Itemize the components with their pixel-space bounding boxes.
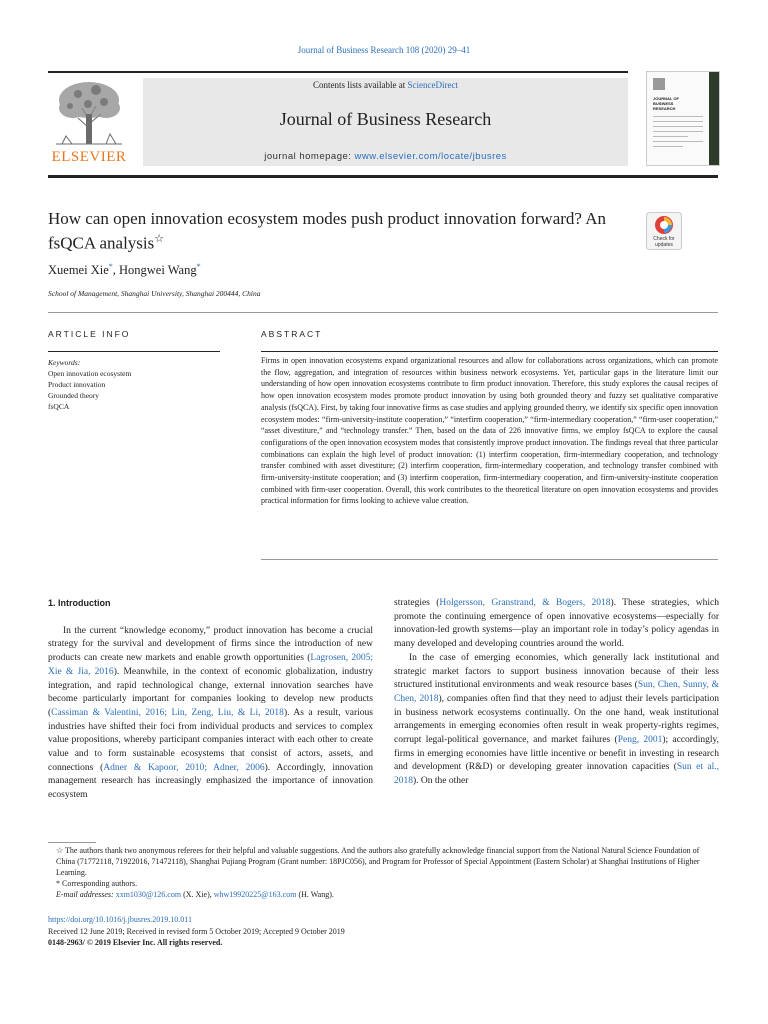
title-footnote-mark[interactable]: ☆ — [154, 233, 165, 245]
email-link[interactable]: xxm1030@126.com — [115, 890, 182, 899]
corresponding-author-mark[interactable]: * — [108, 262, 113, 271]
body-text: In the current “knowledge economy,” product innovation has become a crucial strategy for the survival and development of firms since the introduction of new products can create new markets and enable growth opportunities ( — [48, 625, 373, 664]
cover-logo-icon — [653, 78, 665, 90]
author-list — [48, 262, 201, 278]
keyword-item: Grounded theory — [48, 391, 100, 400]
citation-link[interactable]: Lagrosen, 2005; Xie & Jia, 2016 — [48, 653, 373, 677]
homepage-prefix: journal homepage: — [264, 151, 355, 162]
article-title — [48, 208, 628, 254]
body-text: strategies ( — [394, 598, 440, 608]
email-footnote — [48, 889, 718, 900]
body-text: ); accordingly, firms in emerging economies have little incentive or benefit in investing in research and development (R&D) or developing greater innovation capacities ( — [394, 735, 719, 773]
citation-link[interactable]: Adner & Kapoor, 2010; Adner, 2006 — [103, 762, 265, 773]
body-paragraph — [48, 625, 373, 803]
citation-link[interactable]: Sun et al., 2018 — [394, 762, 719, 787]
footnote-rule — [48, 842, 96, 843]
abstract-heading: ABSTRACT — [261, 329, 323, 339]
check-for-updates-label: Check for updates — [653, 236, 675, 248]
keywords-block — [48, 357, 220, 412]
body-paragraph — [394, 652, 719, 789]
funding-footnote: ☆ The authors thank two anonymous referees for their helpful and valuable suggestions. And the authors also gratefully acknowledge financial support from the National Natural Science Foundation of China (71772118, 71922016, 71472118), Shanghai Pujiang Program (Grant number: 18PJC056), and Program for Professor of Special Appointment (Eastern Scholar) at Shanghai Institutions of Higher Learning. — [56, 846, 700, 877]
body-text: ). Meanwhile, in the context of economic globalization, industry integration, and rapid technological change, external innovation searches have become particularly important for companies looking to develop new products ( — [48, 666, 373, 718]
body-paragraph — [394, 597, 719, 652]
body-text: ). These strategies, which promote the continuing emergence of open innovative ecosystems—especially for innovation-led growth systems—play an important role in today’s policy agendas in many developed and developing countries around the world. — [394, 598, 719, 650]
abstract-bottom-rule — [261, 559, 718, 560]
body-text: ). As a result, various industries have shifted their foci from individual products and services to complex value propositions, whereby participant companies interact with each other to create value and to form sustainable ecosystems that consist of actors, assets, and connections ( — [48, 707, 373, 773]
elsevier-wordmark: ELSEVIER — [51, 149, 127, 165]
journal-homepage-link[interactable]: www.elsevier.com/locate/jbusres — [354, 151, 507, 162]
cover-title: JOURNAL OF BUSINESS RESEARCH — [653, 96, 679, 111]
doi-block — [48, 914, 718, 949]
citation-link[interactable]: Sun, Chen, Sunny, & Chen, 2018 — [394, 680, 719, 704]
received-dates: Received 12 June 2019; Received in revised form 5 October 2019; Accepted 9 October 2019 — [48, 926, 345, 936]
author-name: Hongwei Wang — [119, 263, 197, 278]
elsevier-logo[interactable] — [48, 78, 130, 166]
email-link[interactable]: whw19920225@163.com — [213, 890, 297, 899]
journal-citation[interactable]: Journal of Business Research 108 (2020) 29–41 — [297, 45, 471, 55]
author-separator: , — [112, 263, 119, 278]
keyword-item: Product innovation — [48, 380, 106, 389]
elsevier-tree-icon — [48, 78, 130, 148]
body-text: In the case of emerging economies, which generally lack institutional and strategic market factors to support business innovation because of their less structured institutional environments and weak resource bases ( — [394, 652, 719, 691]
email-owner: (X. Xie), — [181, 890, 214, 899]
contents-prefix: Contents lists available at — [313, 80, 408, 90]
keywords-label: Keywords: — [48, 358, 81, 367]
cover-text-lines — [653, 116, 703, 151]
article-title-text: How can open innovation ecosystem modes push product innovation forward? An fsQCA analysis — [48, 209, 607, 253]
abstract-text: Firms in open innovation ecosystems expand organizational resources and allow for collaborations across organizations, which can promote the flow, aggregation, and integration of resources within business network ecosystems. Yet, particular gaps in the literature limit our understanding of how open innovation ecosystems contribute to firm product innovation. Therefore, this study explores the causal recipes of how open innovation ecosystem modes promote product innovation by using both grounded theory and fuzzy set qualitative comparative analysis (fsQCA). First, by taking four innovative firms as case studies and applying grounded theory, we identify six specific open innovation ecosystem modes: “firm-university-institute cooperation,” “interfirm cooperation,” “firm-intermediary cooperation,” “firm-user cooperation,” “asset divestiture,” and “technology transfer.” Then, based on the data of 226 innovative firms, we employ fsQCA to explore the causal configurations of the open innovation ecosystem modes that consistently improve product innovation. The findings reveal that three particular combinations can explain the high level of product innovation: (1) interfirm cooperation, firm-intermediary cooperation, and technology transfer combined with asset divestiture; (2) interfirm cooperation, firm-intermediary cooperation, and technology transfer combined with firm-university-institute cooperation; and (3) interfirm cooperation, firm-intermediary cooperation, and firm-university-institute cooperation combined with firm-user cooperation. Overall, this work contributes to the theoretical literature on open innovation ecosystems and provides practical information for firms looking to achieve value creation. — [261, 356, 718, 506]
check-for-updates-button[interactable] — [646, 212, 682, 250]
article-info-heading: ARTICLE INFO — [48, 329, 131, 339]
body-text: ). On the other — [413, 776, 469, 787]
sciencedirect-link[interactable]: ScienceDirect — [407, 80, 458, 90]
corresponding-footnote: * Corresponding authors. — [56, 879, 138, 888]
cover-spine — [709, 72, 719, 165]
body-right-column — [394, 597, 719, 789]
header-top-rule — [48, 71, 628, 73]
keyword-item: Open innovation ecosystem — [48, 369, 132, 378]
title-separator-rule — [48, 312, 718, 313]
author-affiliation: School of Management, Shanghai University, Shanghai 200444, China — [48, 289, 261, 298]
journal-cover-thumbnail[interactable] — [646, 71, 720, 166]
body-left-column — [48, 597, 373, 803]
copyright-line: 0148-2963/ © 2019 Elsevier Inc. All rights reserved. — [48, 938, 223, 947]
body-text: ). Accordingly, innovation management research has increasingly emphasized the importance of innovation ecosystem — [48, 762, 373, 801]
corresponding-author-mark[interactable]: * — [196, 262, 201, 271]
citation-link[interactable]: Cassiman & Valentini, 2016; Lin, Zeng, Liu, & Li, 2018 — [51, 707, 284, 718]
doi-link[interactable]: https://doi.org/10.1016/j.jbusres.2019.10.011 — [48, 915, 193, 924]
email-owner: (H. Wang). — [296, 890, 334, 899]
article-info-rule — [48, 351, 220, 352]
journal-homepage-line — [143, 151, 628, 162]
footnotes — [48, 845, 718, 900]
keyword-item: fsQCA — [48, 402, 70, 411]
header-bottom-rule — [48, 175, 718, 178]
body-text: ), companies often find that they need to adjust their levels participation in business network ecosystems continually. On the one hand, weak institutional arrangements in emerging economies often result in weak property-rights regimes, corrupt legal-political governance, and market failures ( — [394, 693, 719, 746]
email-label: E-mail addresses: — [56, 890, 114, 899]
contents-line — [143, 80, 628, 90]
author-name: Xuemei Xie — [48, 263, 109, 278]
citation-link[interactable]: Peng, 2001 — [617, 735, 663, 746]
journal-title: Journal of Business Research — [279, 109, 492, 129]
citation-link[interactable]: Holgersson, Granstrand, & Bogers, 2018 — [439, 598, 611, 608]
abstract-rule — [261, 351, 718, 352]
section-heading: 1. Introduction — [48, 598, 111, 608]
